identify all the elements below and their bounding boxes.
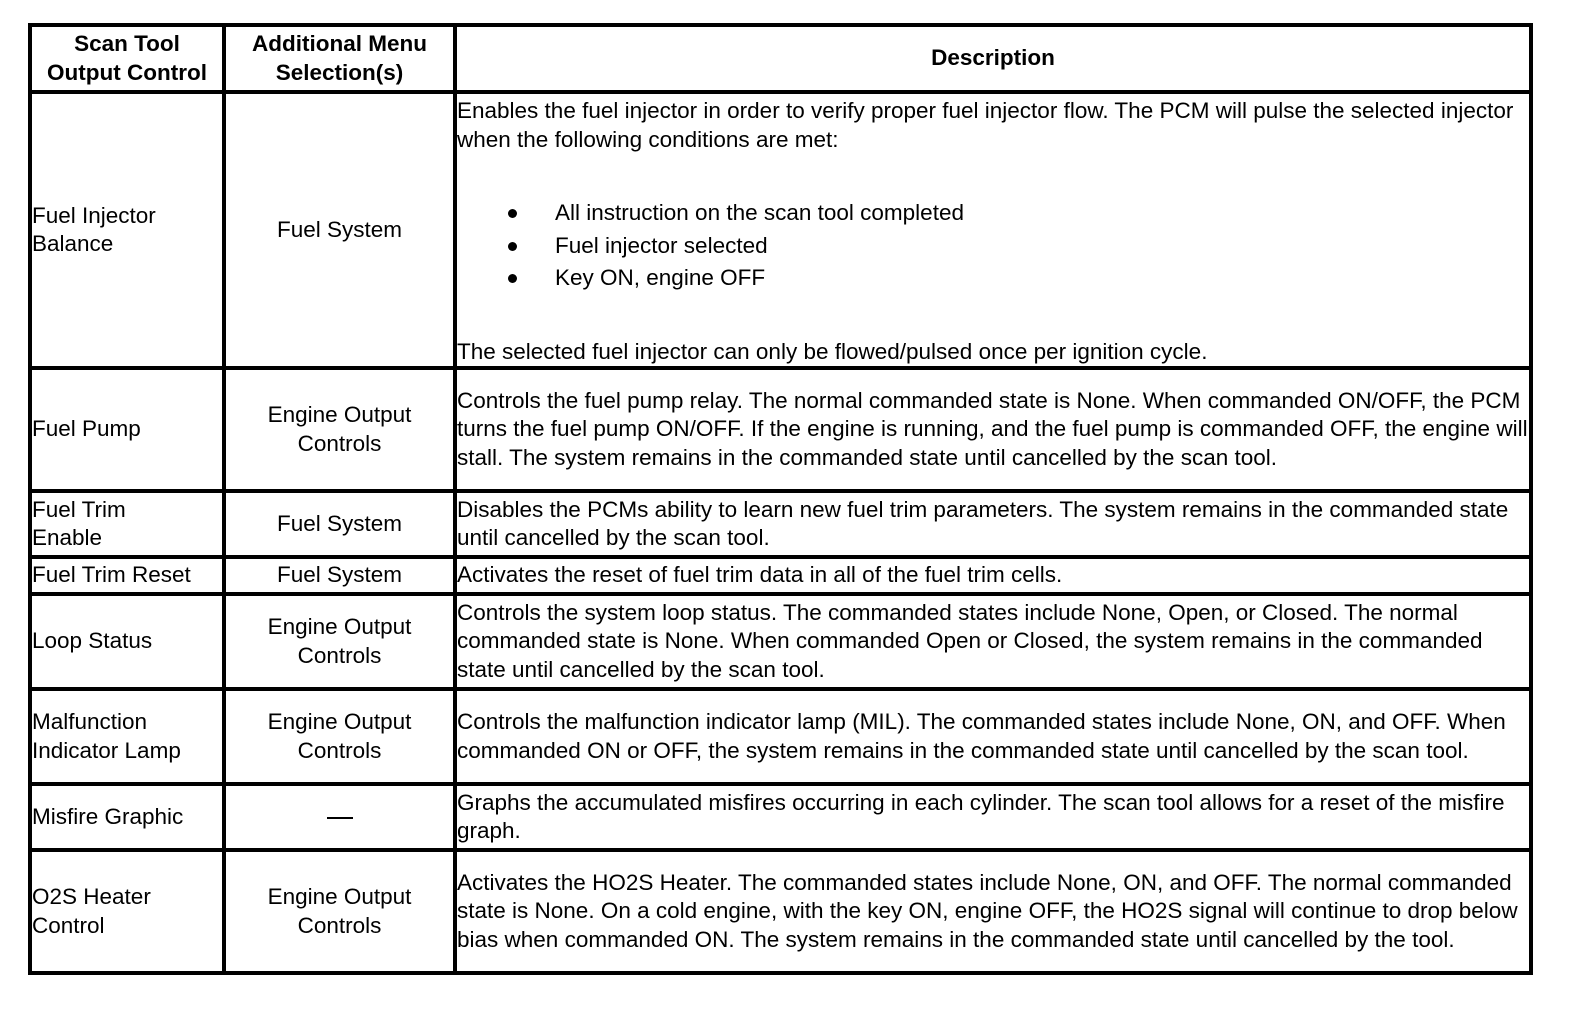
output-control-name-line2: Indicator Lamp [32,737,181,763]
output-control-name-line1: Malfunction [32,709,148,734]
menu-selection-line2: Controls [297,430,382,456]
header-output-control [30,25,224,92]
output-control-name-line1: O2S Heater [32,884,151,909]
table-row [30,491,1531,557]
condition-text: Fuel injector selected [555,232,768,258]
output-control-cell: Fuel Trim Reset [30,557,224,594]
em-dash-icon [327,817,353,820]
description-cell: Controls the system loop status. The commanded states include None, Open, or Closed. The normal commanded state is None. When commanded Open or Closed, the system remains in the commanded state until cancelled by the scan tool. [455,594,1531,689]
output-control-name-line2: Control [32,912,105,938]
table-header-row [30,25,1531,92]
menu-selection-line2: Controls [297,737,382,763]
description-outro: The selected fuel injector can only be flowed/pulsed once per ignition cycle. [457,338,1208,364]
table-row [30,784,1531,850]
menu-selection-cell [224,689,455,784]
output-control-cell [30,92,224,368]
bullet-icon [508,209,517,218]
table-row [30,557,1531,594]
menu-selection-cell: Fuel System [224,92,455,368]
menu-selection-cell [224,784,455,850]
condition-text: Key ON, engine OFF [555,265,766,290]
scan-tool-output-control-table [28,23,1533,975]
menu-selection-line1: Engine Output [267,614,412,639]
condition-text: All instruction on the scan tool completed [555,200,964,225]
output-control-cell [30,689,224,784]
description-cell: Controls the malfunction indicator lamp (MIL). The commanded states include None, ON, and OFF. When commanded ON or OFF, the system remains in the commanded state until cancelled by the scan tool. [455,689,1531,784]
header-description: Description [455,25,1531,92]
menu-selection-cell [224,368,455,491]
menu-selection-line1: Engine Output [267,884,412,909]
output-control-name-line2: Enable [32,525,103,550]
header-menu-selection-line2: Selection(s) [275,59,404,85]
menu-selection-line2: Controls [297,912,382,938]
bullet-icon [508,242,517,251]
output-control-cell: Misfire Graphic [30,784,224,850]
header-menu-selection-line1: Additional Menu [252,31,427,56]
condition-item [457,262,1529,295]
condition-item [457,230,1529,263]
description-intro: Enables the fuel injector in order to verify proper fuel injector flow. The PCM will pulse the selected injector when the following conditions are met: [457,98,1514,152]
description-cell: Disables the PCMs ability to learn new fuel trim parameters. The system remains in the commanded state until cancelled by the scan tool. [455,491,1531,557]
menu-selection-cell [224,594,455,689]
description-cell: Controls the fuel pump relay. The normal commanded state is None. When commanded ON/OFF, the PCM turns the fuel pump ON/OFF. If the engine is running, and the fuel pump is commanded OFF, the engine will stall. The system remains in the commanded state until cancelled by the scan tool. [455,368,1531,491]
header-menu-selection [224,25,455,92]
table-row [30,368,1531,491]
output-control-cell [30,850,224,973]
menu-selection-line2: Controls [297,642,382,668]
menu-selection-line1: Engine Output [267,709,412,734]
output-control-name-line1: Fuel Trim [32,496,126,522]
output-control-name-line1: Fuel Injector [32,202,156,228]
output-control-name-line2: Balance [32,231,114,256]
description-cell: Graphs the accumulated misfires occurring in each cylinder. The scan tool allows for a reset of the misfire graph. [455,784,1531,850]
header-output-control-line2: Output Control [47,59,207,85]
table-row [30,92,1531,368]
output-control-cell [30,491,224,557]
bullet-icon [508,274,517,283]
description-cell [455,92,1531,368]
header-output-control-line1: Scan Tool [74,31,180,56]
menu-selection-cell: Fuel System [224,557,455,594]
conditions-list [457,197,1529,295]
menu-selection-line1: Engine Output [267,402,412,427]
table-row [30,594,1531,689]
table-row [30,689,1531,784]
description-cell: Activates the reset of fuel trim data in all of the fuel trim cells. [455,557,1531,594]
output-control-cell: Fuel Pump [30,368,224,491]
menu-selection-cell [224,850,455,973]
menu-selection-cell: Fuel System [224,491,455,557]
output-control-cell: Loop Status [30,594,224,689]
condition-item [457,197,1529,230]
scan-tool-output-control-table-container [28,23,1529,975]
description-cell: Activates the HO2S Heater. The commanded states include None, ON, and OFF. The normal commanded state is None. On a cold engine, with the key ON, engine OFF, the HO2S signal will continue to drop below bias when commanded ON. The system remains in the commanded state until cancelled by the tool. [455,850,1531,973]
table-row [30,850,1531,973]
